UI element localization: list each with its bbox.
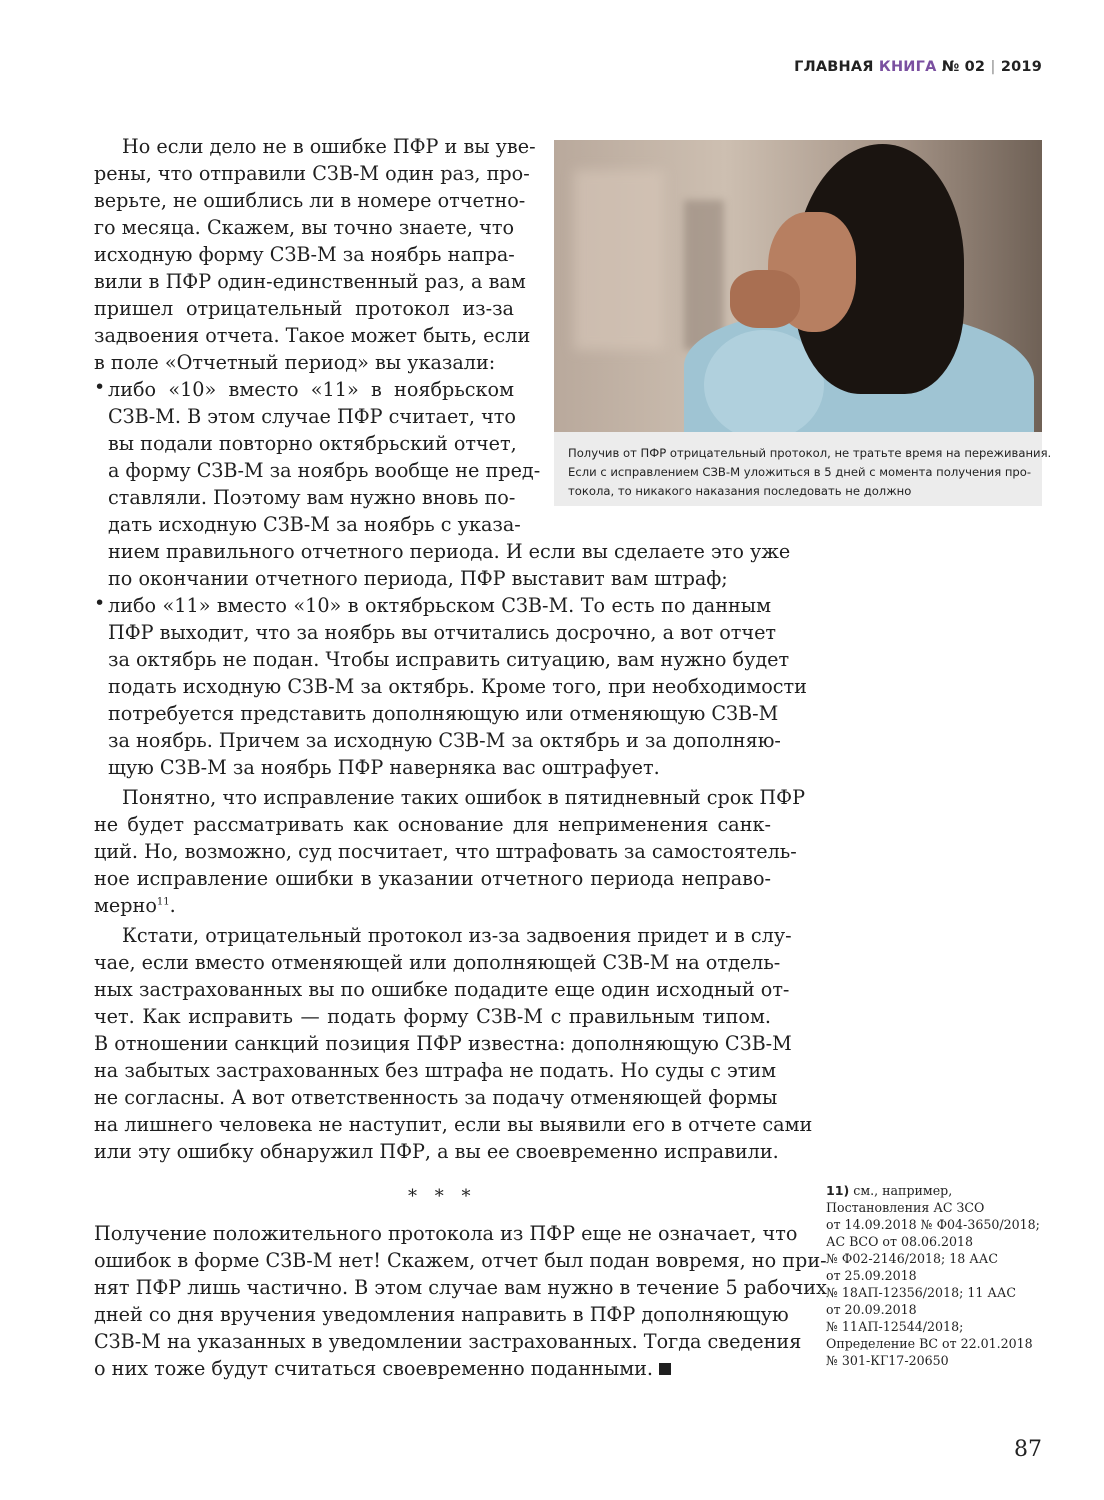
text-line: подать исходную СЗВ-М за октябрь. Кроме того, при необходимости <box>108 675 807 698</box>
text-line: в поле «Отчетный период» вы указали: <box>94 351 496 374</box>
text-line: СЗВ-М на указанных в уведомлении застрахованных. Тогда сведения <box>94 1330 802 1353</box>
text-line: Но если дело не в ошибке ПФР и вы уве- <box>122 135 536 158</box>
text-line: ошибок в форме СЗВ-М нет! Скажем, отчет был подан вовремя, но при- <box>94 1249 827 1272</box>
text-line: СЗВ-М. В этом случае ПФР считает, что <box>108 405 516 428</box>
page-number: 87 <box>1014 1437 1042 1462</box>
caption-line: Получив от ПФР отрицательный протокол, не тратьте время на переживания. <box>568 446 1052 460</box>
text-line: за октябрь не подан. Чтобы исправить ситуацию, вам нужно будет <box>108 648 790 671</box>
text-line: не будет рассматривать как основание для неприменения санк- <box>94 813 771 836</box>
footnote-line: Определение ВС от 22.01.2018 <box>826 1336 1033 1351</box>
text-line: вы подали повторно октябрьский отчет, <box>108 432 517 455</box>
text-line: В отношении санкций позиция ПФР известна: дополняющую СЗВ-М <box>94 1032 792 1055</box>
end-of-article-icon <box>659 1363 671 1375</box>
footnote-line: № 18АП-12356/2018; 11 ААС <box>826 1285 1017 1300</box>
text-line: пришел отрицательный протокол из-за <box>94 297 514 320</box>
text-line: исходную форму СЗВ-М за ноябрь напра- <box>94 243 515 266</box>
text-line: не согласны. А вот ответственность за подачу отменяющей формы <box>94 1086 778 1109</box>
text-line: Кстати, отрицательный протокол из-за задвоения придет и в слу- <box>122 924 792 947</box>
section-divider: * * * <box>408 1186 477 1207</box>
text-line: ставляли. Поэтому вам нужно вновь по- <box>108 486 516 509</box>
footnote-line: от 20.09.2018 <box>826 1302 917 1317</box>
text-line: ных застрахованных вы по ошибке подадите еще один исходный от- <box>94 978 790 1001</box>
text-line: рены, что отправили СЗВ-М один раз, про- <box>94 162 530 185</box>
footnote <box>826 1182 1056 1369</box>
footnote-line: № 11АП-12544/2018; <box>826 1319 964 1334</box>
text-line: дать исходную СЗВ-М за ноябрь с указа- <box>108 513 521 536</box>
text-line: го месяца. Скажем, вы точно знаете, что <box>94 216 514 239</box>
text-line: верьте, не ошиблись ли в номере отчетно- <box>94 189 526 212</box>
text-line: на лишнего человека не наступит, если вы выявили его в отчете сами <box>94 1113 813 1136</box>
text-line: щую СЗВ-М за ноябрь ПФР наверняка вас оштрафует. <box>108 756 660 779</box>
text-line <box>94 892 176 919</box>
text-line <box>94 1355 671 1382</box>
header-title-accent: КНИГА <box>878 59 937 75</box>
text-line: Получение положительного протокола из ПФР еще не означает, что <box>94 1222 798 1245</box>
footnote-ref[interactable]: 11 <box>156 896 170 908</box>
text-line: либо «10» вместо «11» в ноябрьском <box>108 378 514 401</box>
footnote-line: № 301-КГ17-20650 <box>826 1353 949 1368</box>
text-line: чае, если вместо отменяющей или дополняющей СЗВ-М на отдель- <box>94 951 781 974</box>
header-year: 2019 <box>1000 59 1042 75</box>
footnote-number: 11) <box>826 1183 850 1198</box>
photo-caption <box>554 432 1052 506</box>
text-line: задвоения отчета. Такое может быть, если <box>94 324 531 347</box>
header-title: ГЛАВНАЯ <box>794 59 874 75</box>
text-line: дней со дня вручения уведомления направить в ПФР дополняющую <box>94 1303 789 1326</box>
text-line: ций. Но, возможно, суд посчитает, что штрафовать за самостоятель- <box>94 840 797 863</box>
text-line: Понятно, что исправление таких ошибок в пятидневный срок ПФР <box>122 786 805 809</box>
text-line: за ноябрь. Причем за исходную СЗВ-М за октябрь и за дополняю- <box>108 729 781 752</box>
footnote-line: АС ВСО от 08.06.2018 <box>826 1234 974 1249</box>
text-line: ное исправление ошибки в указании отчетного периода неправо- <box>94 867 771 890</box>
text-line: ПФР выходит, что за ноябрь вы отчитались досрочно, а вот отчет <box>108 621 777 644</box>
text-line: потребуется представить дополняющую или отменяющую СЗВ-М <box>108 702 779 725</box>
header-issue: № 02 <box>941 59 986 75</box>
footnote-line: № Ф02-2146/2018; 18 ААС <box>826 1251 998 1266</box>
header-separator: | <box>990 59 996 75</box>
caption-line: Если с исправлением СЗВ-М уложиться в 5 дней с момента получения про- <box>568 465 1032 479</box>
bullet-icon: • <box>94 376 106 398</box>
text-line: чет. Как исправить — подать форму СЗВ-М с правильным типом. <box>94 1005 771 1028</box>
footnote-line: от 25.09.2018 <box>826 1268 917 1283</box>
text-line: а форму СЗВ-М за ноябрь вообще не пред- <box>108 459 541 482</box>
text-fragment: . <box>169 894 176 917</box>
text-line: либо «11» вместо «10» в октябрьском СЗВ-М. То есть по данным <box>108 594 771 617</box>
text-line: на забытых застрахованных без штрафа не подать. Но суды с этим <box>94 1059 777 1082</box>
magazine-header <box>794 59 1042 75</box>
text-fragment: мерно <box>94 894 157 917</box>
text-line: нят ПФР лишь частично. В этом случае вам нужно в течение 5 рабочих <box>94 1276 827 1299</box>
article-photo <box>554 140 1042 432</box>
footnote-line: от 14.09.2018 № Ф04-3650/2018; <box>826 1217 1040 1232</box>
text-line: по окончании отчетного периода, ПФР выставит вам штраф; <box>108 567 728 590</box>
footnote-text: см., например, <box>849 1183 953 1198</box>
footnote-line: Постановления АС ЗСО <box>826 1200 985 1215</box>
text-line: вили в ПФР один-единственный раз, а вам <box>94 270 526 293</box>
bullet-icon: • <box>94 592 106 614</box>
text-line: или эту ошибку обнаружил ПФР, а вы ее своевременно исправили. <box>94 1140 779 1163</box>
caption-line: токола, то никакого наказания последовать не должно <box>568 484 912 498</box>
text-fragment: о них тоже будут считаться своевременно поданными. <box>94 1357 654 1380</box>
text-line: нием правильного отчетного периода. И если вы сделаете это уже <box>108 540 791 563</box>
